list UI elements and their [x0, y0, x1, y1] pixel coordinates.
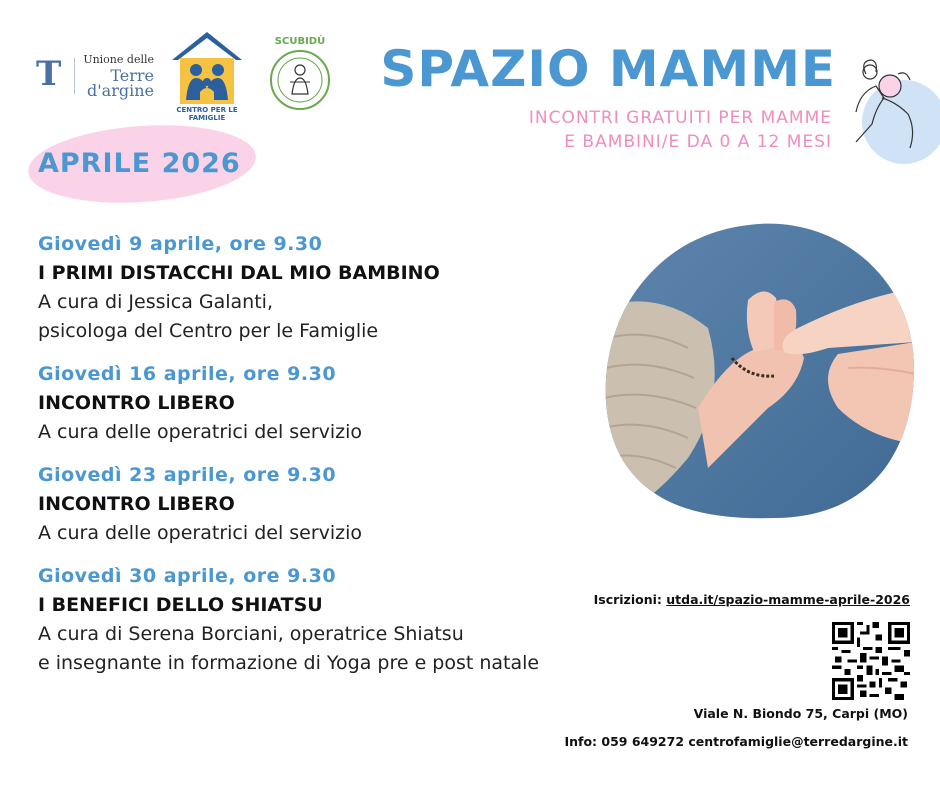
logo-text-terre: Terre d'argine — [87, 66, 154, 100]
mother-baby-drawing — [836, 52, 936, 152]
event-item — [38, 230, 598, 346]
event-host: A cura di Serena Borciani, operatrice Shiatsu — [38, 623, 464, 645]
signup-label: Iscrizioni: — [593, 592, 662, 607]
event-title: I BENEFICI DELLO SHIATSU — [38, 594, 323, 616]
event-date: Giovedì 9 aprile, ore 9.30 — [38, 233, 323, 255]
event-title: INCONTRO LIBERO — [38, 392, 235, 414]
page-title: SPAZIO MAMME — [380, 40, 836, 98]
scubidu-emblem-icon — [264, 36, 336, 112]
event-date: Giovedì 16 aprile, ore 9.30 — [38, 363, 337, 385]
events-list — [38, 230, 598, 692]
signup-link[interactable]: utda.it/spazio-mamme-aprile-2026 — [666, 592, 910, 607]
address: Viale N. Biondo 75, Carpi (MO) — [693, 706, 908, 721]
event-item — [38, 562, 598, 678]
month-heading: APRILE 2026 — [38, 148, 241, 179]
page-subtitle — [420, 106, 832, 154]
event-date: Giovedì 30 aprile, ore 9.30 — [38, 565, 337, 587]
event-host-detail: e insegnante in formazione di Yoga pre e post natale — [38, 652, 540, 674]
event-host: A cura delle operatrici del servizio — [38, 421, 363, 443]
contact-info: Info: 059 649272 centrofamiglie@terredargine.it — [564, 734, 908, 749]
baby-hand-photo — [598, 218, 916, 526]
scubidu-name: SCUBIDÙ — [274, 36, 326, 47]
event-host: A cura di Jessica Galanti, — [38, 291, 273, 313]
subtitle-line-2: E BAMBINI/E DA 0 A 12 MESI — [564, 132, 832, 152]
subtitle-line-1: INCONTRI GRATUITI PER MAMME — [528, 108, 832, 128]
logo-text-unione: Unione delle — [83, 53, 154, 66]
event-title: INCONTRO LIBERO — [38, 493, 235, 515]
event-item — [38, 461, 598, 548]
centro-famiglie-logo — [170, 30, 244, 122]
event-item — [38, 360, 598, 447]
scubidu-logo — [264, 36, 336, 112]
event-date: Giovedì 23 aprile, ore 9.30 — [38, 464, 337, 486]
logo-divider — [74, 58, 75, 94]
signup-info — [540, 592, 910, 607]
event-host-detail: psicologa del Centro per le Famiglie — [38, 320, 379, 342]
qr-code-icon[interactable] — [832, 622, 910, 700]
unione-terre-dargine-logo — [36, 52, 156, 100]
event-host: A cura delle operatrici del servizio — [38, 522, 363, 544]
logo-mark: T — [36, 54, 62, 94]
event-title: I PRIMI DISTACCHI DAL MIO BAMBINO — [38, 262, 440, 284]
house-family-icon — [170, 30, 244, 106]
centro-logo-label: CENTRO PER LE FAMIGLIE — [176, 106, 238, 122]
